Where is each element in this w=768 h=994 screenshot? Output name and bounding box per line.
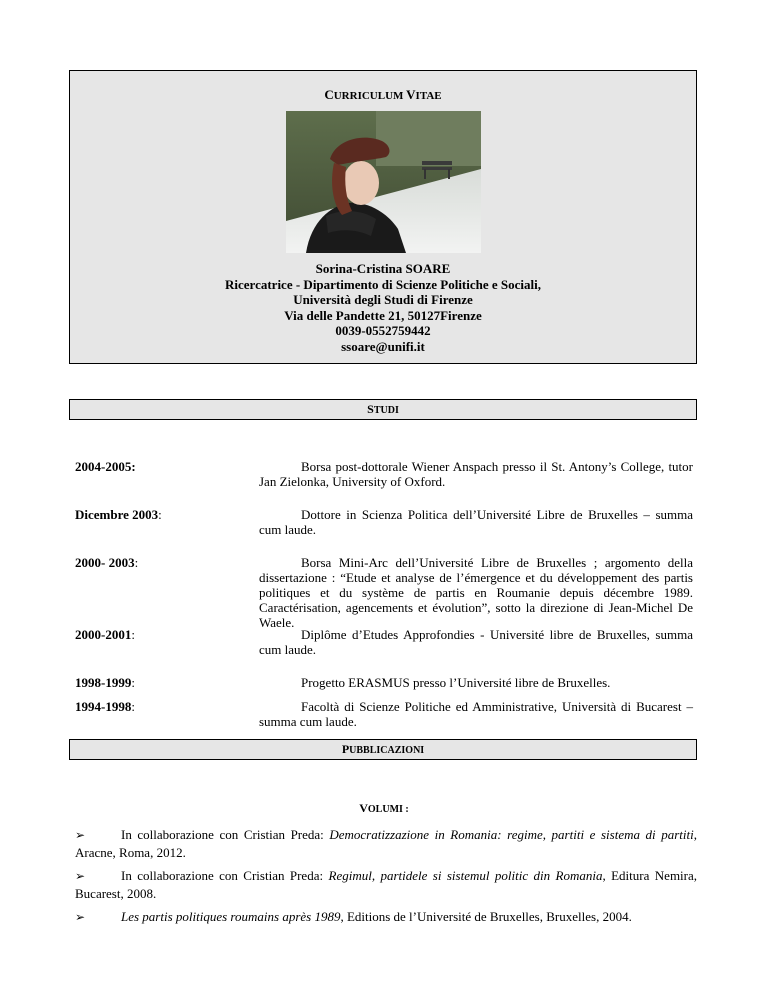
study-date: 2004-2005: bbox=[75, 459, 136, 474]
publication-title: Democratizzazione in Romania: regime, partiti e sistema di partiti bbox=[329, 827, 694, 842]
header-box bbox=[69, 70, 697, 364]
profile-photo bbox=[286, 111, 481, 253]
position-line: Ricercatrice - Dipartimento di Scienze Politiche e Sociali, bbox=[225, 276, 541, 292]
profile-photo-image bbox=[286, 111, 481, 253]
publication-title: Les partis politiques roumains après 1989 bbox=[121, 909, 341, 924]
study-date: 2000- 2003: bbox=[75, 555, 139, 570]
study-description: Borsa post-dottorale Wiener Anspach presso il St. Antony’s College, tutor Jan Zielonka, University of Oxford. bbox=[259, 459, 693, 489]
person-name: Sorina-Cristina SOARE bbox=[315, 261, 451, 276]
study-date: 1998-1999: bbox=[75, 675, 135, 690]
subheading-volumi: VOLUMI : bbox=[359, 801, 409, 815]
section-studi: STUDI bbox=[69, 399, 697, 420]
email-line: ssoare@unifi.it bbox=[341, 338, 425, 354]
study-description: Dottore in Scienza Politica dell’Université Libre de Bruxelles – summa cum laude. bbox=[259, 507, 693, 537]
arrow-bullet-icon: ➢ bbox=[75, 910, 86, 924]
study-description: Diplôme d’Etudes Approfondies - Université libre de Bruxelles, summa cum laude. bbox=[259, 627, 693, 657]
study-date: Dicembre 2003: bbox=[75, 507, 162, 522]
publication-item: ➢ In collaborazione con Cristian Preda: Democratizzazione in Romania: regime, partiti e sistema di partiti, Aracne, Roma, 2012. bbox=[75, 827, 697, 860]
address-line: Via delle Pandette 21, 50127Firenze bbox=[284, 307, 482, 323]
study-description: Progetto ERASMUS presso l’Université libre de Bruxelles. bbox=[301, 675, 611, 690]
study-description: Facoltà di Scienze Politiche ed Amministrative, Università di Bucarest – summa cum laude. bbox=[259, 699, 693, 729]
phone-line: 0039-0552759442 bbox=[335, 323, 431, 338]
arrow-bullet-icon: ➢ bbox=[75, 869, 86, 883]
study-description: Borsa Mini-Arc dell’Université Libre de Bruxelles ; argomento della dissertazione : “Etude et analyse de l’émergence et du développement des partis politiques et du système de partis en Roumanie depuis décembre 1989. Caractérisation, agencements et évolution”, sotto la direzione di Jean-Michel De Waele. bbox=[259, 555, 693, 630]
study-date: 1994-1998: bbox=[75, 699, 135, 714]
publication-title: Regimul, partidele si sistemul politic din Romania bbox=[328, 868, 603, 883]
publication-item: ➢ Les partis politiques roumains après 1989, Editions de l’Université de Bruxelles, Bruxelles, 2004. bbox=[75, 909, 632, 924]
publication-item: ➢ In collaborazione con Cristian Preda: Regimul, partidele si sistemul politic din Romania, Editura Nemira, Bucarest, 2008. bbox=[75, 868, 698, 901]
study-date: 2000-2001: bbox=[75, 627, 135, 642]
section-pubblicazioni: PUBBLICAZIONI bbox=[69, 739, 697, 760]
contact-info bbox=[70, 261, 696, 354]
cv-title: CURRICULUM VITAE bbox=[324, 87, 442, 102]
university-line: Università degli Studi di Firenze bbox=[293, 292, 473, 307]
arrow-bullet-icon: ➢ bbox=[75, 828, 86, 842]
